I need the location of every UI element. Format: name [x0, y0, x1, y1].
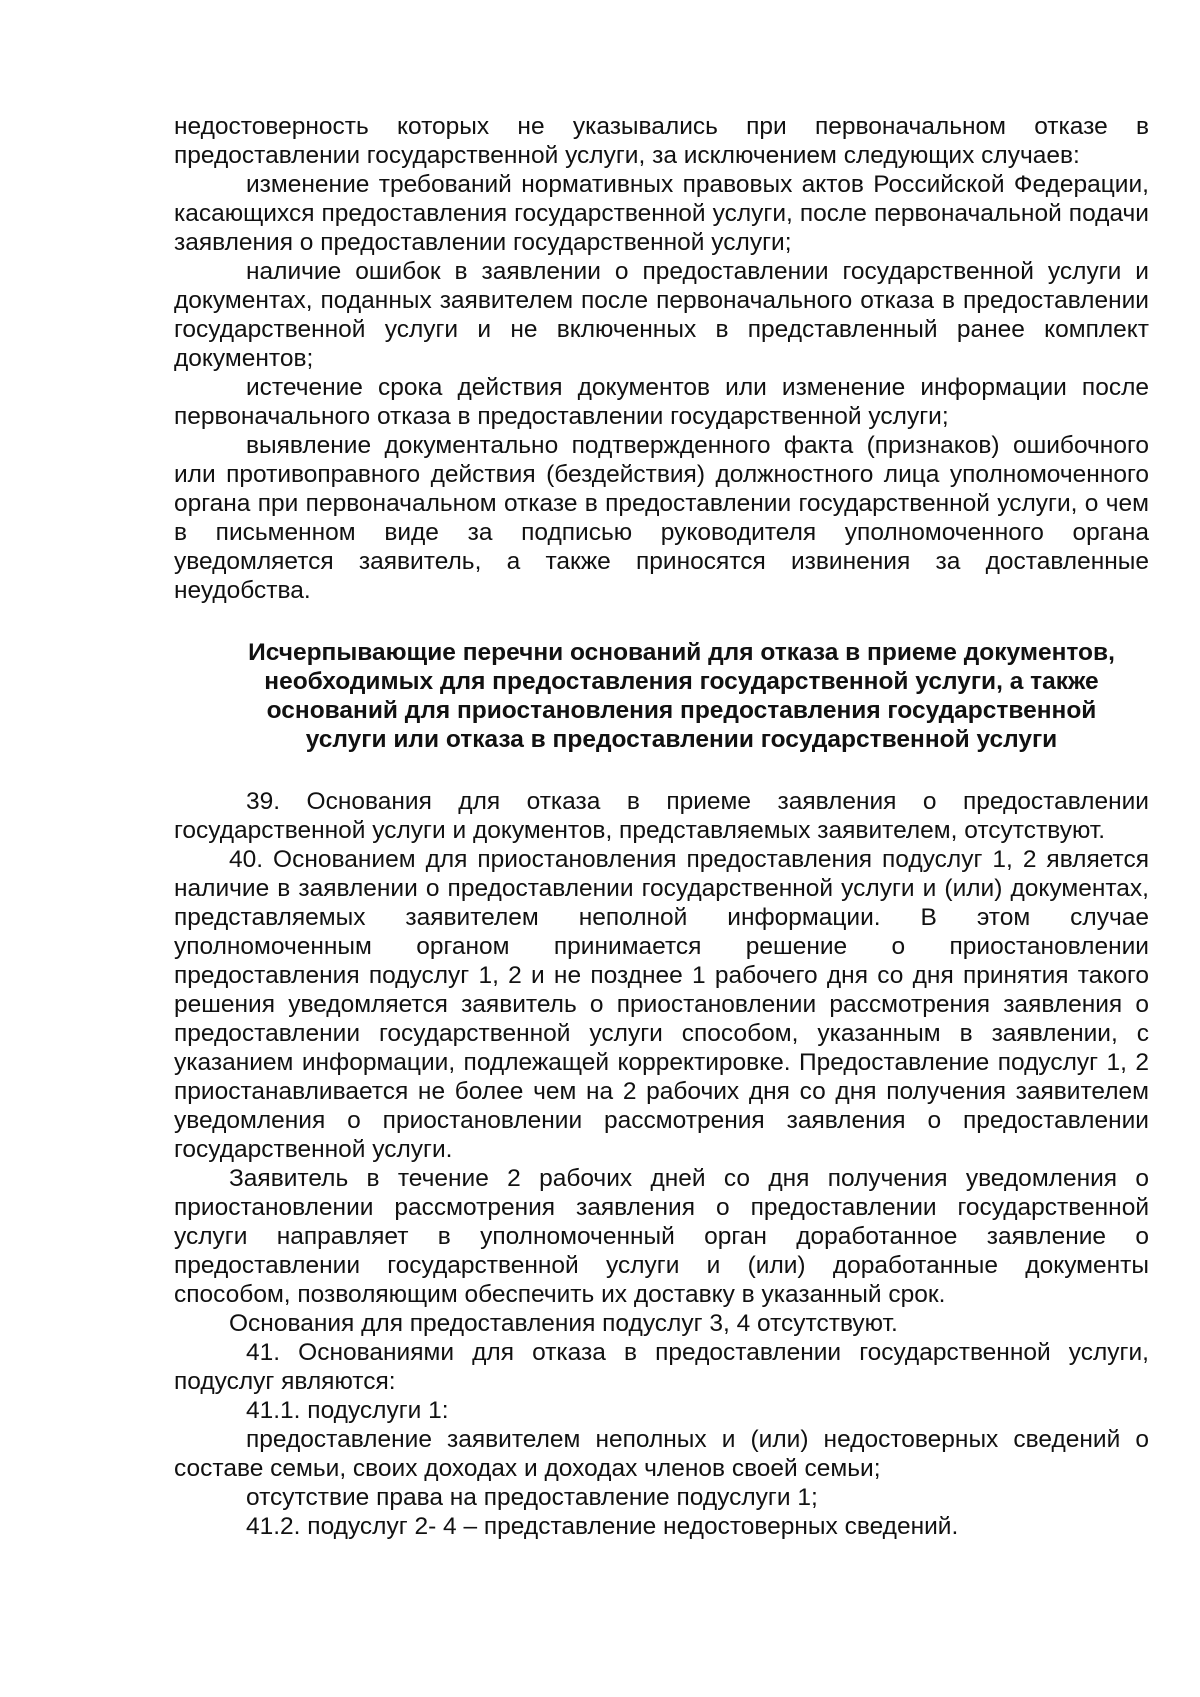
- section-heading: Исчерпывающие перечни оснований для отказа в приеме документов, необходимых для предоставления государственной услуги, а также оснований для приостановления предоставления государственной услуги или отказа в предоставлении государственной услуги: [248, 639, 1115, 753]
- paragraph-41-1-b: отсутствие права на предоставление подуслуги 1;: [246, 1484, 818, 1511]
- paragraph-41-1-a: предоставление заявителем неполных и (или) недостоверных сведений о составе семьи, своих доходах и доходах членов своей семьи;: [174, 1426, 1149, 1482]
- paragraph-exception-errors: наличие ошибок в заявлении о предоставлении государственной услуги и документах, поданных заявителем после первоначального отказа в предоставлении государственной услуги и не включенных в представленный ранее комплект документов;: [174, 258, 1149, 372]
- paragraph-41-2: 41.2. подуслуг 2- 4 – представление недостоверных сведений.: [246, 1513, 959, 1540]
- paragraph-39: 39. Основания для отказа в приеме заявления о предоставлении государственной услуги и документов, представляемых заявителем, отсутствуют.: [174, 788, 1149, 844]
- paragraph-exception-expiry: истечение срока действия документов или изменение информации после первоначального отказа в предоставлении государственной услуги;: [174, 374, 1149, 430]
- paragraph-exception-regulation-change: изменение требований нормативных правовых актов Российской Федерации, касающихся предоставления государственной услуги, после первоначальной подачи заявления о предоставлении государственной услуги;: [174, 171, 1149, 256]
- paragraph-41: 41. Основаниями для отказа в предоставлении государственной услуги, подуслуг являются:: [174, 1339, 1149, 1395]
- paragraph-40-applicant: Заявитель в течение 2 рабочих дней со дня получения уведомления о приостановлении рассмотрения заявления о предоставлении государственной услуги направляет в уполномоченный орган доработанное заявление о предоставлении государственной услуги и (или) доработанные документы способом, позволяющим обеспечить их доставку в указанный срок.: [174, 1165, 1149, 1308]
- paragraph-continuation: недостоверность которых не указывались при первоначальном отказе в предоставлении государственной услуги, за исключением следующих случаев:: [174, 113, 1149, 169]
- document-page: [174, 112, 1149, 1541]
- paragraph-exception-official-error: выявление документально подтвержденного факта (признаков) ошибочного или противоправного действия (бездействия) должностного лица уполномоченного органа при первоначальном отказе в предоставлении государственной услуги, о чем в письменном виде за подписью руководителя уполномоченного органа уведомляется заявитель, а также приносятся извинения за доставленные неудобства.: [174, 432, 1149, 604]
- paragraph-41-1: 41.1. подуслуги 1:: [246, 1397, 449, 1424]
- paragraph-40-subservices-3-4: Основания для предоставления подуслуг 3, 4 отсутствуют.: [229, 1310, 898, 1337]
- paragraph-40: 40. Основанием для приостановления предоставления подуслуг 1, 2 является наличие в заявлении о предоставлении государственной услуги и (или) документах, представляемых заявителем неполной информации. В этом случае уполномоченным органом принимается решение о приостановлении предоставления подуслуг 1, 2 и не позднее 1 рабочего дня со дня принятия такого решения уведомляется заявитель о приостановлении рассмотрения заявления о предоставлении государственной услуги способом, указанным в заявлении, с указанием информации, подлежащей корректировке. Предоставление подуслуг 1, 2 приостанавливается не более чем на 2 рабочих дня со дня получения заявителем уведомления о приостановлении рассмотрения заявления о предоставлении государственной услуги.: [174, 846, 1149, 1163]
